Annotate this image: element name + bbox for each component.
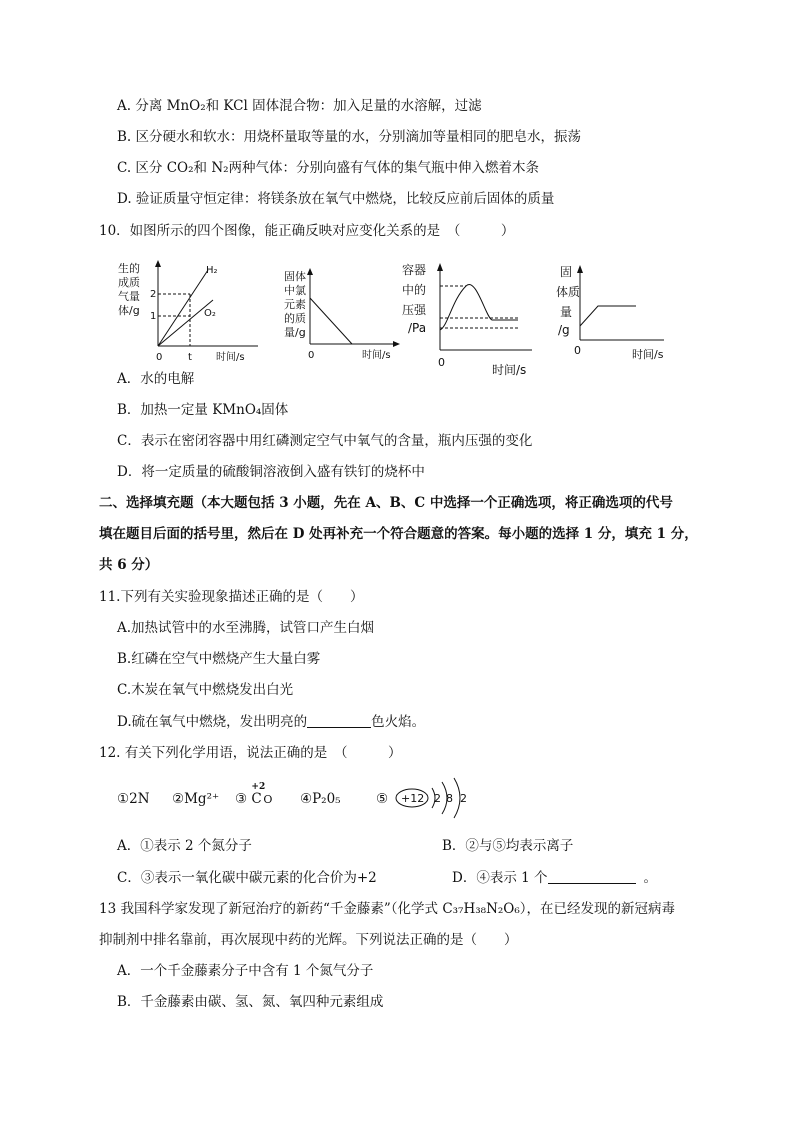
q10-option-c: C．表示在密闭容器中用红磷测定空气中氧气的含量，瓶内压强的变化 — [117, 433, 533, 449]
g3-origin: 0 — [438, 356, 445, 369]
g2-ylabel-2: 中氯 — [284, 284, 306, 297]
g4-xlabel: 时间/s — [632, 348, 664, 361]
q11-answer-blank[interactable] — [307, 713, 371, 728]
g4-ylabel-4: /g — [558, 323, 570, 337]
q10-graph-2 — [284, 266, 414, 364]
g1-ylabel-1: 生的 — [118, 262, 140, 275]
g1-tick-1: 1 — [150, 311, 157, 322]
q12-shell-1: 2 — [434, 792, 441, 805]
q12-option-d — [452, 868, 657, 888]
g2-xlabel: 时间/s — [362, 350, 391, 361]
g4-ylabel-2: 体质 — [556, 285, 581, 299]
q12-symbol-3-number: ③ — [235, 791, 248, 807]
q11-option-a: A.加热试管中的水至沸腾，试管口产生白烟 — [117, 620, 375, 636]
q12-atom-structure — [394, 776, 484, 820]
g4-mass-line — [580, 306, 636, 326]
g1-ylabel-4: 体/g — [118, 304, 140, 317]
g1-o2-label: O₂ — [204, 308, 216, 319]
g1-tick-2: 2 — [150, 289, 157, 300]
g2-ylabel-1: 固体 — [284, 270, 306, 283]
g3-pressure-curve — [440, 284, 518, 330]
q10-graph-1 — [118, 258, 273, 368]
q12-option-c: C．③表示一氧化碳中碳元素的化合价为+2 — [117, 870, 377, 886]
q9-option-c: C. 区分 CO₂和 N₂两种气体：分别向盛有气体的集气瓶中伸入燃着木条 — [117, 160, 540, 176]
q10-option-a: A．水的电解 — [117, 371, 195, 387]
q13-option-a: A．一个千金藤素分子中含有 1 个氮气分子 — [117, 963, 374, 979]
q12-shell-3: 2 — [460, 792, 467, 805]
q12-option-a: A．①表示 2 个氮分子 — [117, 838, 252, 854]
q12-symbol-4: ④P₂0₅ — [300, 791, 341, 807]
q12-symbol-5-number: ⑤ — [376, 791, 389, 807]
q9-option-d: D. 验证质量守恒定律：将镁条放在氧气中燃烧，比较反应前后固体的质量 — [117, 191, 555, 207]
q13-stem-line-2: 抑制剂中排名靠前，再次展现中药的光辉。下列说法正确的是（ ） — [99, 932, 518, 948]
g3-ylabel-2: 中的 — [402, 283, 427, 297]
q11-option-b: B.红磷在空气中燃烧产生大量白雾 — [117, 651, 321, 667]
q12-option-d-text: D．④表示 1 个 — [452, 870, 548, 886]
g2-ylabel-4: 的质 — [284, 312, 306, 325]
g1-o2-line — [158, 300, 213, 346]
g4-ylabel-3: 量 — [560, 305, 573, 319]
q11-option-d — [117, 712, 425, 732]
q12-shell-2: 8 — [446, 792, 453, 805]
section-2-line-1: 二、选择填充题（本大题包括 3 小题，先在 A、B、C 中选择一个正确选项，将正确选项的代号 — [99, 495, 673, 511]
g1-xtick: t — [188, 352, 192, 363]
g3-ylabel-1: 容器 — [402, 263, 427, 277]
g2-decline-line — [310, 298, 352, 344]
q12-nucleus-charge: +12 — [401, 792, 425, 805]
g3-ylabel-4: /Pa — [408, 321, 427, 335]
q10-option-d: D．将一定质量的硫酸铜溶液倒入盛有铁钉的烧杯中 — [117, 464, 425, 480]
g3-xlabel: 时间/s — [492, 363, 527, 377]
section-2-line-2: 填在题目后面的括号里，然后在 D 处再补充一个符合题意的答案。每小题的选择 1 分，填充 1 分， — [99, 526, 698, 542]
q10-graph-4 — [556, 262, 676, 362]
section-2-line-3: 共 6 分） — [99, 557, 159, 573]
q10-graph-3 — [400, 260, 540, 378]
q13-option-b: B．千金藤素由碳、氢、氮、氧四种元素组成 — [117, 994, 384, 1010]
g2-origin: 0 — [308, 350, 315, 361]
q11-stem: 11.下列有关实验现象描述正确的是（ ） — [99, 589, 364, 605]
g4-ylabel-1: 固 — [560, 265, 573, 279]
q12-symbol-2: ②Mg²⁺ — [172, 791, 220, 807]
g1-xlabel: 时间/s — [216, 352, 245, 363]
g2-ylabel-5: 量/g — [284, 326, 306, 339]
g4-origin: 0 — [574, 344, 581, 357]
g1-h2-label: H₂ — [206, 265, 218, 276]
q12-option-d-tail: 。 — [643, 870, 657, 886]
g1-ylabel-2: 成质 — [118, 276, 140, 289]
g2-ylabel-3: 元素 — [284, 298, 306, 311]
q12-valence-c: +2 C — [251, 782, 266, 807]
g1-ylabel-3: 气量 — [118, 290, 140, 303]
g1-origin: 0 — [156, 352, 163, 363]
q13-stem-line-1: 13 我国科学家发现了新冠治疗的新药“千金藤素”（化学式 C₃₇H₃₈N₂O₆），在已经发现的新冠病毒 — [99, 901, 676, 917]
q11-option-d-tail: 色火焰。 — [371, 714, 426, 730]
q12-symbol-3: ③ +2 C O — [235, 782, 273, 807]
q12-option-b: B．②与⑤均表示离子 — [442, 838, 574, 854]
g3-ylabel-3: 压强 — [402, 303, 427, 317]
q12-answer-blank[interactable] — [548, 869, 636, 884]
q12-symbol-1: ①2N — [117, 791, 150, 807]
q9-option-b: B. 区分硬水和软水：用烧杯量取等量的水，分别滴加等量相同的肥皂水，振荡 — [117, 129, 582, 145]
q10-option-b: B．加热一定量 KMnO₄固体 — [117, 402, 289, 418]
q11-option-d-text: D.硫在氧气中燃烧，发出明亮的 — [117, 714, 308, 730]
q12-stem: 12. 有关下列化学用语，说法正确的是 （ ） — [99, 745, 402, 761]
q9-option-a: A. 分离 MnO₂和 KCl 固体混合物：加入足量的水溶解，过滤 — [117, 98, 482, 114]
q11-option-c: C.木炭在氧气中燃烧发出白光 — [117, 682, 294, 698]
g1-h2-line — [158, 270, 208, 346]
q10-stem: 10．如图所示的四个图像，能正确反映对应变化关系的是 （ ） — [99, 223, 515, 239]
